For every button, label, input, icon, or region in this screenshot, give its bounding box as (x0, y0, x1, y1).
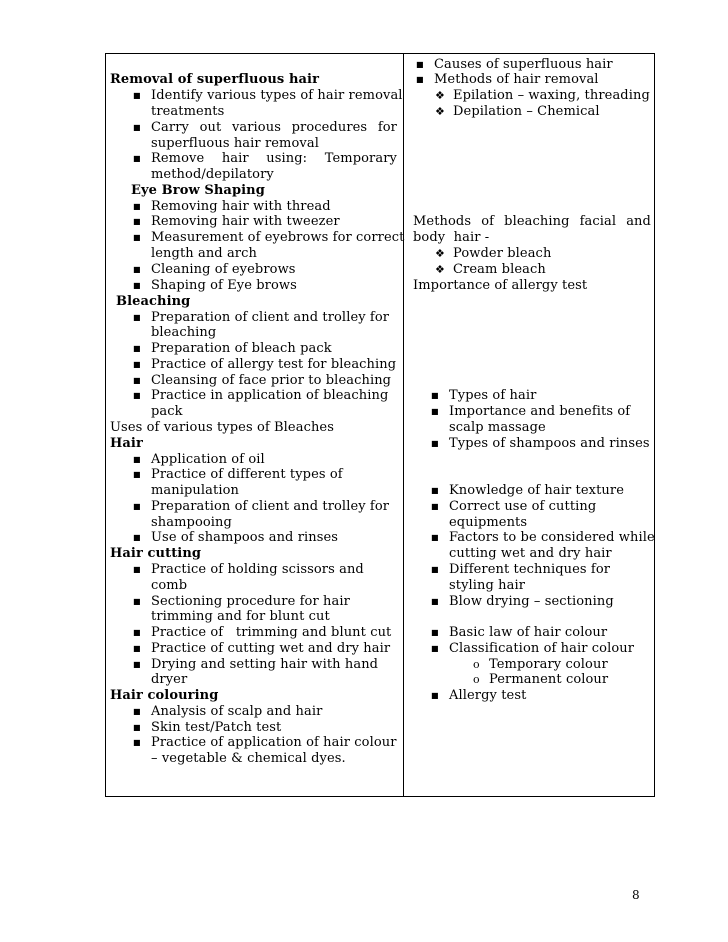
list-item: ■ Different techniques for (449, 562, 610, 578)
removal-heading: Removal of superfluous hair (110, 72, 320, 87)
list-item: ■ Application of oil (151, 452, 265, 468)
list-item: ■ Practice of different types of (151, 467, 343, 483)
page-number: 8 (632, 888, 640, 902)
list-item: ■ Measurement of eyebrows for correct (151, 230, 404, 246)
list-item: ■ Allergy test (449, 688, 526, 704)
list-item: ■ Practice in application of bleaching (151, 388, 388, 404)
list-item-cont: scalp massage (449, 420, 546, 435)
sub-item: ❖ Cream bleach (453, 262, 546, 278)
list-item: ■ Removing hair with thread (151, 199, 331, 215)
list-item-cont: pack (151, 404, 183, 419)
list-item-cont: superfluous hair removal (151, 136, 319, 151)
list-item: ■ Practice of cutting wet and dry hair (151, 641, 390, 657)
list-item: ■ Basic law of hair colour (449, 625, 607, 641)
bleach-methods-cont: body hair - (413, 230, 490, 245)
list-item-cont: equipments (449, 515, 528, 530)
sub-item: o Temporary colour (489, 657, 608, 673)
uses-bleaches: Uses of various types of Bleaches (110, 420, 334, 435)
list-item: ■ Methods of hair removal (434, 72, 599, 88)
list-item: ■ Drying and setting hair with hand (151, 657, 378, 673)
list-item: ■ Practice of application of hair colour (151, 735, 397, 751)
eyebrow-heading: Eye Brow Shaping (131, 183, 265, 198)
list-item: ■ Practice of holding scissors and (151, 562, 364, 578)
list-item-cont: shampooing (151, 515, 232, 530)
list-item: ■ Preparation of bleach pack (151, 341, 332, 357)
list-item-cont: cutting wet and dry hair (449, 546, 612, 561)
list-item-cont: trimming and for blunt cut (151, 609, 330, 624)
list-item-cont: – vegetable & chemical dyes. (151, 751, 346, 766)
sub-item: o Permanent colour (489, 672, 608, 688)
list-item-cont: styling hair (449, 578, 526, 593)
list-item: ■ Practice of allergy test for bleaching (151, 357, 396, 373)
allergy-importance: Importance of allergy test (413, 278, 588, 293)
sub-item: ❖ Powder bleach (453, 246, 551, 262)
list-item: ■ Removing hair with tweezer (151, 214, 340, 230)
list-item: ■ Importance and benefits of (449, 404, 630, 420)
sub-item: ❖ Epilation – waxing, threading (453, 88, 650, 104)
list-item: ■ Remove hair using: Temporary (151, 151, 397, 167)
list-item: ■ Classification of hair colour (449, 641, 634, 657)
list-item: ■ Causes of superfluous hair (434, 57, 613, 73)
list-item-cont: bleaching (151, 325, 217, 340)
list-item-cont: length and arch (151, 246, 257, 261)
list-item-cont: dryer (151, 672, 188, 687)
bleaching-heading: Bleaching (116, 294, 191, 309)
list-item-cont: treatments (151, 104, 225, 119)
list-item: ■ Identify various types of hair removal (151, 88, 403, 104)
list-item: ■ Cleansing of face prior to bleaching (151, 373, 391, 389)
list-item-cont: comb (151, 578, 188, 593)
list-item: ■ Blow drying – sectioning (449, 594, 614, 610)
list-item: ■ Knowledge of hair texture (449, 483, 624, 499)
list-item: ■ Preparation of client and trolley for (151, 499, 389, 515)
list-item-cont: method/depilatory (151, 167, 274, 182)
list-item: ■ Shaping of Eye brows (151, 278, 297, 294)
list-item: ■ Use of shampoos and rinses (151, 530, 338, 546)
colouring-heading: Hair colouring (110, 688, 219, 703)
list-item: ■ Correct use of cutting (449, 499, 596, 515)
bleach-methods: Methods of bleaching facial and (413, 214, 651, 229)
cutting-heading: Hair cutting (110, 546, 202, 561)
list-item: ■ Skin test/Patch test (151, 720, 281, 736)
column-divider (403, 53, 404, 797)
list-item: ■ Carry out various procedures for (151, 120, 397, 136)
list-item: ■ Types of shampoos and rinses (449, 436, 650, 452)
list-item: ■ Types of hair (449, 388, 536, 404)
list-item: ■ Preparation of client and trolley for (151, 310, 389, 326)
list-item: ■ Sectioning procedure for hair (151, 594, 350, 610)
list-item: ■ Practice of trimming and blunt cut (151, 625, 391, 641)
list-item: ■ Analysis of scalp and hair (151, 704, 322, 720)
sub-item: ❖ Depilation – Chemical (453, 104, 600, 120)
list-item-cont: manipulation (151, 483, 239, 498)
list-item: ■ Factors to be considered while (449, 530, 655, 546)
list-item: ■ Cleaning of eyebrows (151, 262, 296, 278)
hair-heading: Hair (110, 436, 143, 451)
